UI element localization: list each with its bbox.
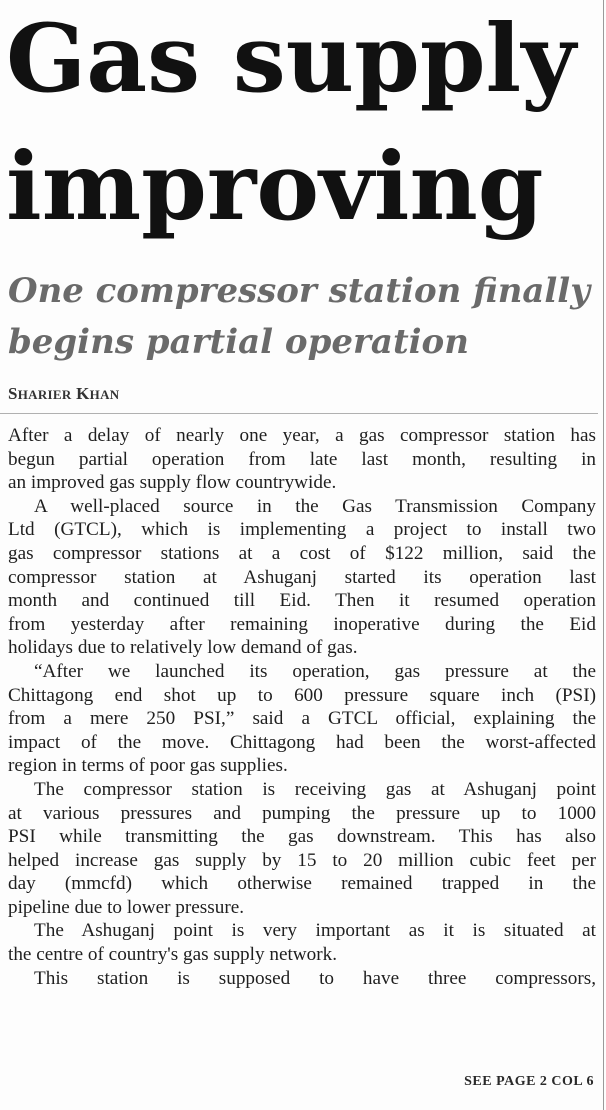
- byline: [8, 384, 119, 404]
- article-line: The Ashuganj point is very important as it is situated at: [34, 920, 596, 942]
- article-line: A well-placed source in the Gas Transmission Company: [34, 495, 596, 517]
- article-line: the centre of country's gas supply network.: [8, 944, 338, 966]
- article-line: gas compressor stations at a cost of $122 million, said the: [8, 542, 596, 564]
- article-line: from yesterday after remaining inoperative during the Eid: [8, 613, 596, 635]
- article-line: region in terms of poor gas supplies.: [8, 755, 288, 777]
- article-line: holidays due to relatively low demand of gas.: [8, 637, 358, 659]
- article-line: compressor station at Ashuganj started its operation last: [8, 566, 596, 588]
- byline-last-rest: HAN: [89, 387, 120, 402]
- article-line: “After we launched its operation, gas pressure at the: [34, 660, 596, 682]
- article-line: begun partial operation from late last month, resulting in: [8, 448, 596, 470]
- continuation-jump-line: SEE PAGE 2 COL 6: [464, 1074, 594, 1089]
- article-line: month and continued till Eid. Then it resumed operation: [8, 590, 596, 612]
- subheadline-line-1: One compressor station finally: [8, 271, 590, 311]
- article-body: [8, 424, 596, 990]
- headline-line-1: Gas supply: [6, 4, 576, 114]
- article-line: Chittagong end shot up to 600 pressure square inch (PSI): [8, 684, 596, 706]
- article-line: helped increase gas supply by 15 to 20 million cubic feet per: [8, 849, 596, 871]
- subheadline-line-2: begins partial operation: [8, 322, 469, 362]
- article-line: day (mmcfd) which otherwise remained trapped in the: [8, 873, 596, 895]
- article-line: at various pressures and pumping the pressure up to 1000: [8, 802, 596, 824]
- headline-line-2: improving: [6, 132, 544, 242]
- byline-last-initial: K: [76, 384, 90, 403]
- article-line: The compressor station is receiving gas at Ashuganj point: [34, 778, 596, 800]
- article-line: from a mere 250 PSI,” said a GTCL official, explaining the: [8, 708, 596, 730]
- article-line: After a delay of nearly one year, a gas compressor station has: [8, 425, 596, 446]
- byline-divider: [0, 413, 598, 414]
- byline-first-rest: HARIER: [17, 387, 72, 402]
- article-line: This station is supposed to have three compressors,: [34, 967, 596, 989]
- byline-first-initial: S: [8, 384, 18, 403]
- article-line: impact of the move. Chittagong had been the worst-affected: [8, 731, 596, 753]
- column-rule: [603, 0, 604, 1110]
- article-line: PSI while transmitting the gas downstream. This has also: [8, 826, 596, 848]
- article-line: pipeline due to lower pressure.: [8, 896, 245, 918]
- article-line: Ltd (GTCL), which is implementing a project to install two: [8, 519, 596, 541]
- article-line: an improved gas supply flow countrywide.: [8, 472, 337, 494]
